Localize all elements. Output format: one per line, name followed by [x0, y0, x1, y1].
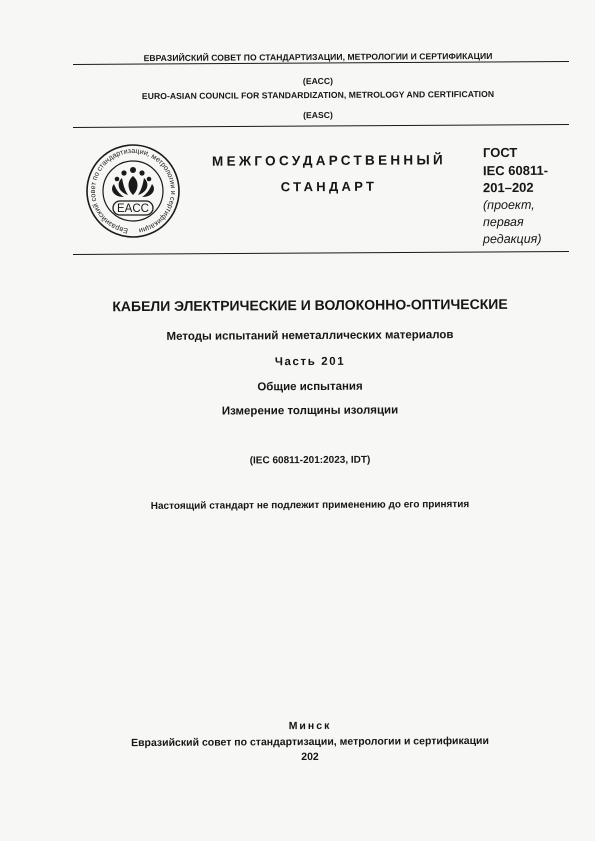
part-number: Часть 201	[274, 355, 346, 369]
draft-status-3: редакция)	[482, 231, 542, 247]
adoption-notice: Настоящий стандарт не подлежит применению до его принятия	[150, 499, 470, 512]
council-abbr-ru: (ЕАСС)	[302, 75, 334, 87]
logo-center-text: EACC	[117, 203, 149, 215]
year: 202	[301, 750, 319, 764]
council-name-en: EURO-ASIAN COUNCIL FOR STANDARDIZATION, METROLOGY AND CERTIFICATION	[141, 88, 495, 102]
easc-logo	[78, 143, 188, 243]
title-rule	[73, 251, 569, 255]
interstate-label: МЕЖГОСУДАРСТВЕННЫЙ	[211, 152, 447, 169]
draft-status-2: первая	[482, 214, 524, 230]
logo-ring-text: Евразийский совет по стандартизации, метрологии и сертификации	[87, 145, 179, 236]
council-abbr-en: (EASC)	[303, 109, 333, 121]
draft-status-1: (проект,	[482, 197, 535, 213]
subtitle: Методы испытаний неметаллических материалов	[166, 329, 454, 343]
gost-label: ГОСТ	[482, 144, 518, 161]
iec-reference: (IEC 60811-201:2023, IDT)	[249, 454, 371, 467]
city: Минск	[288, 719, 332, 733]
council-name-ru: ЕВРАЗИЙСКИЙ СОВЕТ ПО СТАНДАРТИЗАЦИИ, МЕТРОЛОГИИ И СЕРТИФИКАЦИИ	[143, 50, 493, 64]
standard-number-1: IEC 60811-	[482, 162, 549, 179]
header-rule	[73, 124, 569, 128]
topic-title: Измерение толщины изоляции	[221, 404, 399, 418]
publisher: Евразийский совет по стандартизации, метрологии и сертификации	[131, 734, 489, 750]
standard-label: СТАНДАРТ	[280, 178, 378, 195]
standard-number-2: 201–202	[482, 179, 534, 196]
section-title: Общие испытания	[257, 380, 363, 394]
main-title: КАБЕЛИ ЭЛЕКТРИЧЕСКИЕ И ВОЛОКОННО-ОПТИЧЕСКИЕ	[112, 295, 508, 315]
